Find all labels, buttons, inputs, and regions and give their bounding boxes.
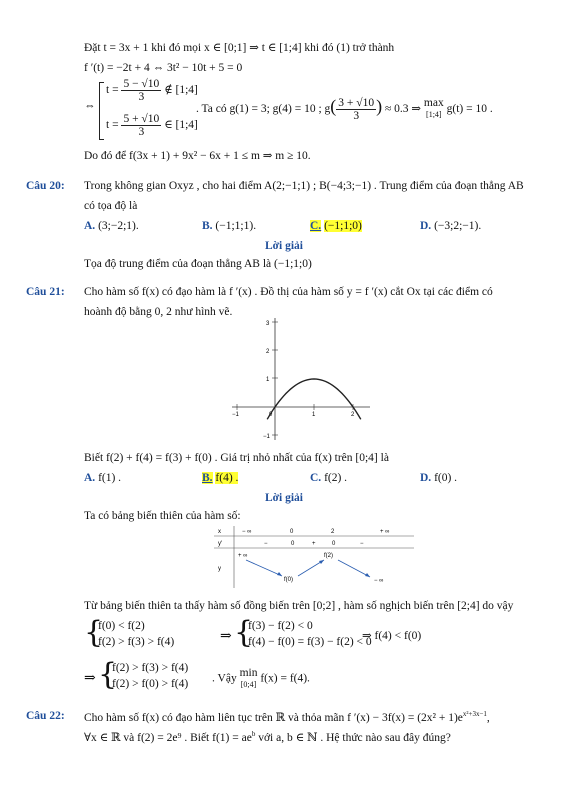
- equiv-sign: ⇔: [84, 100, 96, 112]
- system-1-brace: {: [84, 615, 104, 650]
- yprime-zero-1: 0: [291, 541, 295, 547]
- g-computation: . Ta có g(1) = 3; g(4) = 10 ; g( $\frac{3 + √10}{3}$ ) ≈ 0.3 ⇒ max [1;4] g(t) = 10 .: [196, 96, 493, 122]
- g-num: 3 + √10: [338, 96, 375, 109]
- q22-text-2: [84, 730, 451, 744]
- q21-text-2: hoành độ bằng 0, 2 như hình vẽ.: [84, 306, 233, 318]
- q20-option-b[interactable]: [202, 220, 256, 232]
- y-neg-inf: − ∞: [374, 578, 384, 584]
- q22-text-1-end: ,: [486, 712, 490, 724]
- q22-label: Câu 22:: [26, 710, 65, 722]
- variation-table: [212, 524, 416, 590]
- max-label: max: [423, 97, 444, 110]
- case-bracket: [99, 82, 104, 140]
- g-approx: ≈ 0.3 ⇒: [382, 103, 422, 115]
- q21-given: Biết f(2) + f(4) = f(3) + f(0) . Giá trị nhỏ nhất của f(x) trên [0;4] là: [84, 452, 389, 464]
- arrow-down-2-head: [365, 573, 370, 577]
- intro-line-2: f ′(t) = −2t + 4 ⇔ 3t² − 10t + 5 = 0: [84, 62, 243, 74]
- q20-label: Câu 20:: [26, 180, 65, 192]
- q21-solution-title: Lời giải: [265, 492, 303, 504]
- y-label-1: 1: [266, 377, 270, 383]
- q22-exponent-2: b: [251, 730, 256, 739]
- y-pos-inf: + ∞: [238, 553, 248, 559]
- option-letter: C.: [310, 220, 322, 232]
- q21-option-a[interactable]: [84, 472, 121, 484]
- intro-conclusion: Do đó để f(3x + 1) + 9x² − 6x + 1 ≤ m ⇒ m ≥ 10.: [84, 150, 311, 162]
- arrow-down-1-head: [277, 572, 282, 576]
- q20-solution-text: Tọa độ trung điểm của đoạn thẳng AB là (−1;1;0): [84, 258, 312, 270]
- option-text: (−1;1;0): [324, 220, 362, 232]
- q20-option-d[interactable]: [420, 220, 481, 232]
- y-f0: f(0): [284, 577, 293, 583]
- yprime-sign-1: −: [264, 541, 268, 547]
- case-1-t: t =: [106, 84, 119, 97]
- row-x-label: x: [218, 529, 221, 535]
- x-label-1: 1: [312, 412, 316, 418]
- system-1-line-2: f(2) > f(3) > f(4): [98, 636, 175, 648]
- q20-option-a[interactable]: [84, 220, 139, 232]
- option-text: (−1;1;1).: [215, 220, 257, 232]
- q21-option-d[interactable]: [420, 472, 457, 484]
- q21-option-b[interactable]: [202, 472, 238, 484]
- max-sub: [1;4]: [426, 110, 442, 120]
- q22-text-1-main: Cho hàm số f(x) có đạo hàm liên tục trên ℝ và thỏa mãn f ′(x) − 3f(x) = (2x² + 1)e: [84, 712, 463, 724]
- option-text: (−3;2;−1).: [434, 220, 482, 232]
- system-2-line-2: f(4) − f(0) = f(3) − f(2) < 0: [248, 636, 372, 648]
- case-2: [106, 113, 198, 138]
- system-2-result: ⇒ f(4) < f(0): [362, 630, 422, 642]
- option-text: f(0) .: [434, 472, 458, 484]
- system-2-brace: {: [234, 615, 254, 650]
- y-label-neg1: −1: [263, 434, 270, 440]
- case-1: [106, 78, 198, 103]
- q21-reasoning: Từ bảng biến thiên ta thấy hàm số đồng biến trên [0;2] , hàm số nghịch biến trên [2;4] do vậy: [84, 600, 514, 612]
- system-1-line-1: f(0) < f(2): [98, 620, 145, 632]
- min-operator: [240, 668, 258, 690]
- g-values: . Ta có g(1) = 3; g(4) = 10 ; g: [196, 103, 331, 115]
- min-sub: [0;4]: [240, 680, 257, 689]
- case-2-num: 5 + √10: [123, 113, 160, 125]
- arrow-down-2: [338, 560, 370, 577]
- min-result: f(x) = f(4).: [260, 672, 310, 685]
- case-1-den: 3: [138, 91, 145, 103]
- g-den: 3: [353, 109, 360, 122]
- max-operator: [424, 98, 444, 120]
- x-zero: 0: [290, 529, 294, 535]
- implies-arrow-1: ⇒: [220, 629, 232, 644]
- option-letter: C.: [310, 472, 322, 484]
- row-y-label: y: [218, 566, 221, 572]
- yprime-sign-2: +: [312, 541, 316, 547]
- arrow-up-head: [319, 560, 324, 564]
- option-letter: D.: [420, 220, 432, 232]
- q22-text-2-main: ∀x ∈ ℝ và f(2) = 2e⁹ . Biết f(1) = ae: [84, 732, 252, 744]
- x-neg-inf: − ∞: [242, 529, 252, 535]
- x-pos-inf: + ∞: [380, 529, 390, 535]
- intro-line-1: Đặt t = 3x + 1 khi đó mọi x ∈ [0;1] ⇒ t ∈ [1;4] khi đó (1) trở thành: [84, 42, 395, 54]
- q21-label: Câu 21:: [26, 286, 65, 298]
- case-1-frac: [121, 78, 161, 103]
- g-frac: [336, 97, 376, 122]
- max-result: g(t) = 10 .: [446, 103, 493, 115]
- q21-text-1: Cho hàm số f(x) có đạo hàm là f ′(x) . Đồ thị của hàm số y = f ′(x) cắt Ox tại các điểm có: [84, 286, 493, 298]
- case-1-num: 5 − √10: [123, 78, 160, 90]
- q20-text-1: Trong không gian Oxyz , cho hai điểm A(2;−1;1) ; B(−4;3;−1) . Trung điểm của đoạn thẳng AB: [84, 180, 524, 192]
- system-2-line-1: f(3) − f(2) < 0: [248, 620, 313, 632]
- case-2-den: 3: [138, 126, 145, 138]
- case-2-frac: [121, 113, 161, 138]
- x-two: 2: [331, 529, 335, 535]
- y-label-3: 3: [266, 321, 270, 327]
- q21-table-intro: Ta có bảng biến thiên của hàm số:: [84, 510, 241, 522]
- option-letter: A.: [84, 472, 96, 484]
- x-label-neg1: −1: [232, 412, 239, 418]
- q20-option-c[interactable]: [310, 220, 362, 232]
- derivative-graph: [228, 312, 374, 444]
- min-prefix: . Vậy: [212, 672, 237, 685]
- min-label: min: [239, 667, 258, 679]
- option-text: f(4) .: [215, 472, 239, 484]
- system-3-brace: {: [98, 657, 118, 692]
- yprime-sign-3: −: [360, 541, 364, 547]
- system-3-line-1: f(2) > f(3) > f(4): [112, 662, 189, 674]
- q22-exponent: x²+3x−1: [462, 710, 487, 719]
- yprime-zero-2: 0: [332, 541, 336, 547]
- option-letter: B.: [202, 220, 213, 232]
- x-label-0: 0: [269, 412, 273, 418]
- case-2-set: ∈ [1;4]: [164, 119, 198, 132]
- option-letter: D.: [420, 472, 432, 484]
- q20-solution-title: Lời giải: [265, 240, 303, 252]
- option-text: f(2) .: [324, 472, 348, 484]
- q22-text-1: [84, 710, 490, 724]
- case-2-t: t =: [106, 119, 119, 132]
- min-conclusion: [212, 668, 310, 690]
- arrow-down-1: [246, 560, 282, 576]
- y-label-2: 2: [266, 349, 270, 355]
- q20-text-2: có tọa độ là: [84, 200, 138, 212]
- row-yprime-label: y′: [218, 541, 223, 547]
- q22-text-2-end: với a, b ∈ ℕ . Hệ thức nào sau đây đúng?: [255, 732, 451, 744]
- option-letter: B.: [202, 472, 213, 484]
- y-f2: f(2): [324, 553, 333, 559]
- option-text: f(1) .: [98, 472, 122, 484]
- option-letter: A.: [84, 220, 96, 232]
- option-text: (3;−2;1).: [98, 220, 139, 232]
- case-1-set: ∉ [1;4]: [164, 84, 198, 97]
- system-3-line-2: f(2) > f(0) > f(4): [112, 678, 189, 690]
- implies-arrow-2: ⇒: [84, 671, 96, 686]
- q21-option-c[interactable]: [310, 472, 347, 484]
- x-label-2: 2: [351, 412, 355, 418]
